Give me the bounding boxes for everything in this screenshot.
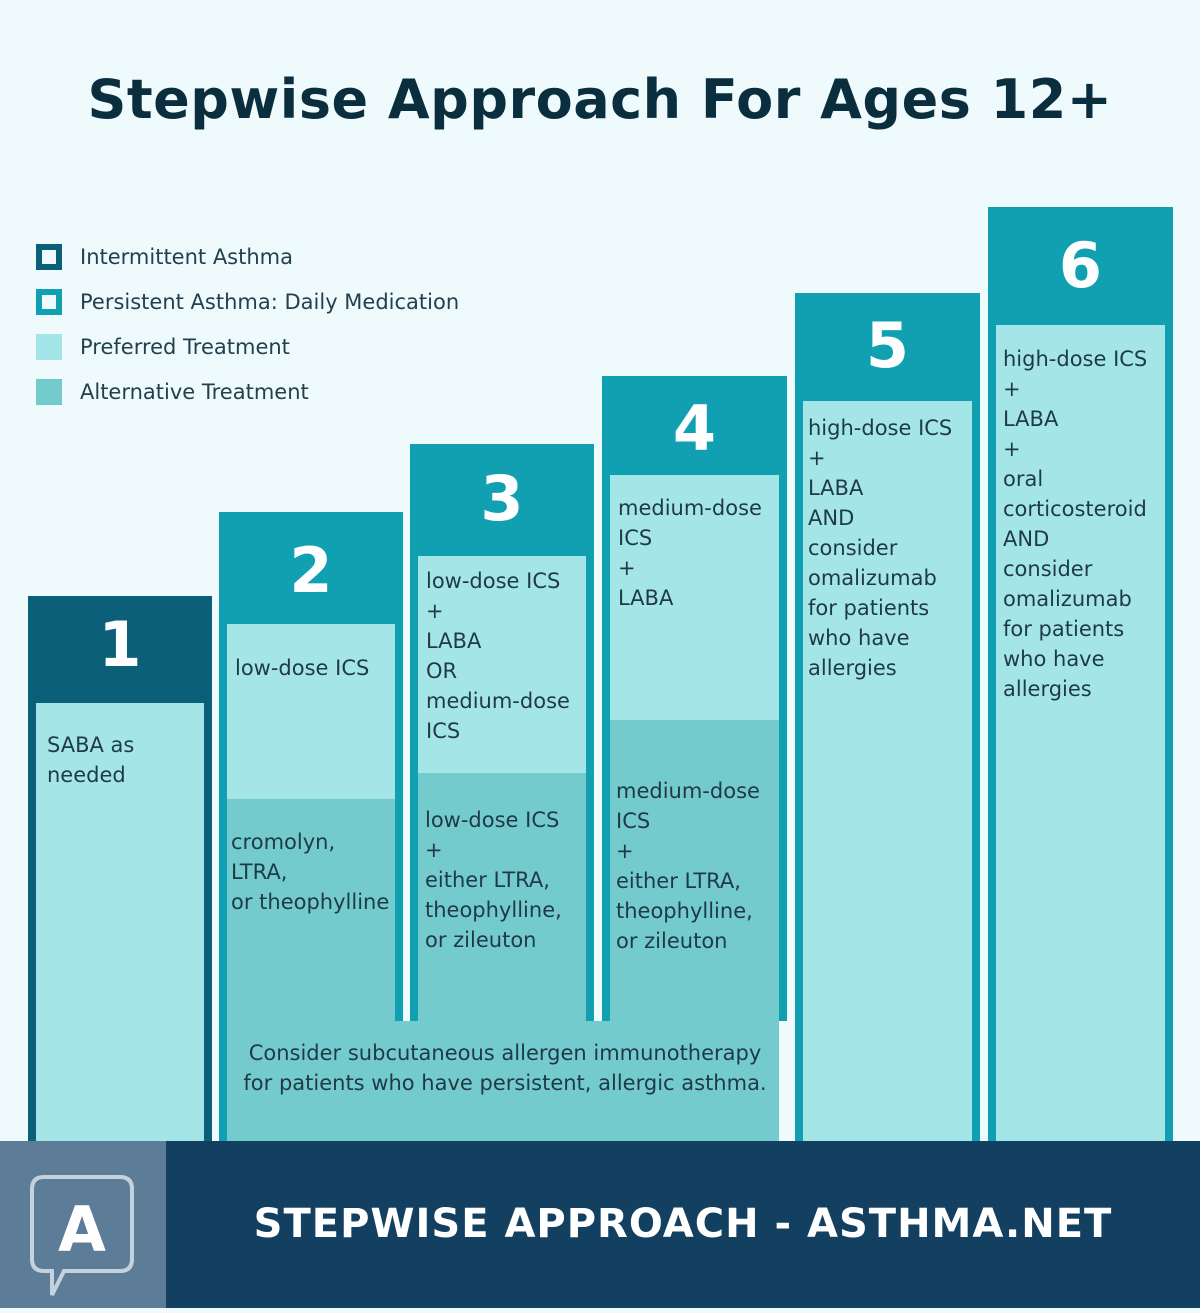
footer-bar — [0, 1141, 1200, 1308]
step-1-number: 1 — [98, 608, 142, 681]
legend — [36, 234, 459, 414]
step-6 — [988, 207, 1173, 1141]
step-4-number: 4 — [672, 392, 717, 465]
step-2-preferred-panel — [227, 624, 395, 799]
footer-site-title[interactable]: STEPWISE APPROACH - ASTHMA.NET — [253, 1201, 1113, 1247]
legend-label: Intermittent Asthma — [80, 244, 293, 269]
step-5-preferred-panel — [803, 401, 972, 1141]
legend-swatch-intermittent — [36, 244, 62, 270]
legend-label: Persistent Asthma: Daily Medication — [80, 289, 460, 314]
step-1 — [28, 596, 212, 1141]
legend-label: Alternative Treatment — [80, 379, 309, 404]
step-5 — [795, 293, 980, 1141]
step-3-alternative-text: low-dose ICS + either LTRA, theophylline, or zileuton — [425, 808, 562, 952]
legend-label: Preferred Treatment — [80, 334, 290, 359]
step-6-preferred-panel — [996, 325, 1165, 1141]
page-title: Stepwise Approach For Ages 12+ — [87, 68, 1113, 131]
step-2-preferred-text: low-dose ICS — [235, 656, 370, 680]
step-3-preferred-text: low-dose ICS + LABA OR medium-dose ICS — [426, 569, 570, 743]
legend-item-intermittent — [36, 234, 459, 279]
step-5-number: 5 — [865, 309, 910, 382]
legend-swatch-persistent — [36, 289, 62, 315]
logo-letter: A — [58, 1193, 106, 1266]
step-3-preferred-panel — [418, 556, 586, 773]
step-6-number: 6 — [1058, 229, 1103, 302]
step-1-preferred-panel — [36, 703, 204, 1141]
step-1-preferred-text: SABA as needed — [47, 733, 135, 787]
legend-swatch-preferred — [36, 334, 62, 360]
step-4-alternative-text: medium-dose ICS + either LTRA, theophylline, or zileuton — [616, 779, 760, 953]
immunotherapy-note: Consider subcutaneous allergen immunotherapy for patients who have persistent, allergic asthma. — [243, 1041, 767, 1095]
legend-swatch-alternative — [36, 379, 62, 405]
step-2-number: 2 — [289, 534, 333, 607]
footer-logo[interactable] — [0, 1141, 166, 1308]
step-5-preferred-text: high-dose ICS + LABA AND consider omalizumab for patients who have allergies — [808, 416, 953, 680]
step-2-alternative-text: cromolyn, LTRA, or theophylline — [231, 830, 390, 914]
legend-item-preferred — [36, 324, 459, 369]
step-3-number: 3 — [480, 462, 524, 535]
step-6-preferred-text: high-dose ICS + LABA + oral corticosteroid AND consider omalizumab for patients who have allergies — [1003, 347, 1148, 701]
step-4-preferred-text: medium-dose ICS + LABA — [618, 496, 762, 610]
step-4-preferred-panel — [610, 475, 779, 720]
speech-bubble-logo-icon — [0, 1141, 166, 1308]
legend-item-alternative — [36, 369, 459, 414]
legend-item-persistent — [36, 279, 459, 324]
